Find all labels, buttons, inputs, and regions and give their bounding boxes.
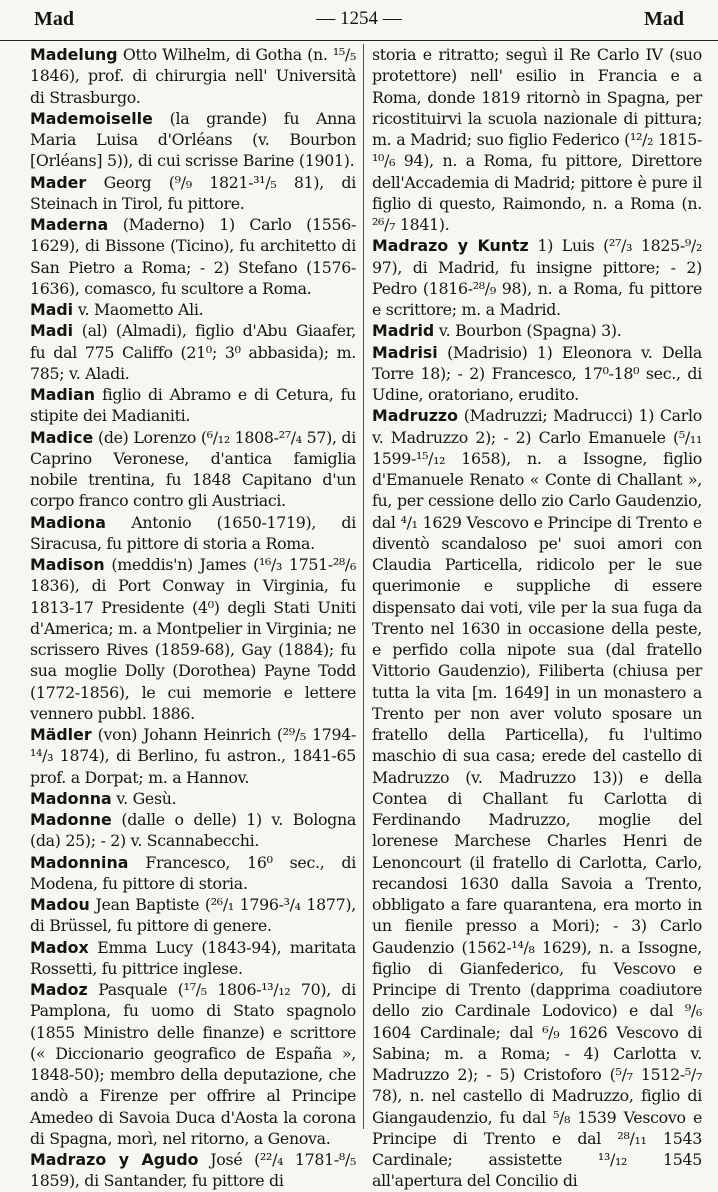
left-column [30,44,356,1192]
entry-headword: Maderna [30,215,109,234]
entry-headword: Madison [30,555,105,574]
entry-text: figlio di Abramo e di Cetura, fu stipite dei Madianiti. [30,385,356,426]
dictionary-entry [30,809,356,852]
entry-headword: Mader [30,172,87,192]
entry-headword: Madice [30,427,94,447]
header-right-keyword: Mad [644,8,684,30]
dictionary-entry [30,979,356,1149]
entry-text: v. Maometto Ali. [73,300,204,319]
entry-headword: Madoz [30,980,88,999]
page-header [0,0,718,41]
entry-text: (Madrisio) 1) Eleonora v. Della Torre 18); - 2) Francesco, 17⁰-18⁰ sec., di Udine, oratoriano, erudito. [372,342,702,404]
right-column [372,44,702,1192]
dictionary-entry [30,512,356,555]
dictionary-entry [372,235,702,320]
entry-text: Antonio (1650-1719), di Siracusa, fu pittore di storia a Roma. [30,512,356,553]
entry-text: (von) Johann Heinrich (²⁹/₅ 1794-¹⁴/₃ 1874), di Berlino, fu astron., 1841-65 prof. a Dorpat; m. a Hannov. [30,725,356,787]
continuation-text: storia e ritratto; seguì il Re Carlo IV (suo protettore) nell' esilio in Francia e a Roma, donde 1819 ritornò in Spagna, per ricostituirvi la scuola nazionale di pittura; m. a Madrid; suo figlio Federico (¹²/₂ 1815-¹⁰/₆ 94), n. a Roma, fu pittore, Direttore dell'Accademia di Madrid; pittore è pure il figlio di questo, Raimondo, n. a Roma (n. ²⁶/₇ 1841). [372,45,702,234]
dictionary-entry [30,937,356,980]
entry-headword: Mademoiselle [30,108,153,128]
dictionary-entry [30,172,356,215]
dictionary-entry [30,788,356,809]
dictionary-entry [30,427,356,512]
entry-text: (Madruzzi; Madrucci) 1) Carlo v. Madruzzo 2); - 2) Carlo Emanuele (⁵/₁₁ 1599-¹⁵/₁₂ 1658), n. a Issogne, figlio d'Emanuele Renato « Conte di Challant », fu, per cessione dello zio Carlo Gaudenzio, dal ⁴/₁ 1629 Vescovo e Principe di Trento e diventò scandaloso pe' suoi amori con Claudia Particella, ridicolo per le sue querimonie e suppliche di essere dispensato dai voti, vile per la sua fuga da Trento nel 1630 in occasione della peste, e perfido colla nipote sua (dal fratello Vittorio Gaudenzio), Filiberta (chiusa per tutta la vita [m. 1649] in un monastero a Trento per non aver voluto sposare un fratello della Particella), fu l'ultimo maschio di sua casa; erede del castello di Madruzzo (v. Madruzzo 13)) e della Contea di Challant fu Carlotta di Ferdinando Madruzzo, moglie del lorenese Marchese Charles Henri de Lenoncourt (il fratello di Carlotta, Carlo, recandosi 1630 dalla Savoia a Trento, obbligato a fare quarantena, era morto in un fienile presso a Mori); - 3) Carlo Gaudenzio (1562-¹⁴/₈ 1629), n. a Issogne, figlio di Gianfederico, fu Vescovo e Principe di Trento (dapprima coadiutore dello zio Cardinale Lodovico) e dal ⁹/₆ 1604 Cardinale; dal ⁶/₉ 1626 Vescovo di Sabina; m. a Roma; - 4) Carlotta v. Madruzzo 2); - 5) Cristoforo (⁵/₇ 1512-⁵/₇ 78), n. nel castello di Madruzzo, figlio di Giangaudenzio, fu dal ⁵/₈ 1539 Vescovo e Principe di Trento e dal ²⁸/₁₁ 1543 Cardinale; assistette ¹³/₁₂ 1545 all'apertura del Concilio di [372,406,702,1191]
entry-headword: Madrazo y Agudo [30,1150,199,1169]
column-divider [363,44,364,1129]
entry-headword: Madonne [30,810,112,829]
entry-text: Pasquale (¹⁷/₅ 1806-¹³/₁₂ 70), di Pamplona, fu uomo di Stato spagnolo (1855 Ministro delle finanze) e scrittore (« Diccionario geografico de España », 1848-50); membro della deputazione, che andò a Firenze per offrire al Principe Amedeo di Savoia Duca d'Aosta la corona di Spagna, morì, nel ritorno, a Genova. [30,980,356,1148]
entry-text: Georg (⁹/₉ 1821-³¹/₅ 81), di Steinach in Tirol, fu pittore. [30,172,356,213]
dictionary-entry [30,894,356,937]
dictionary-entry [372,320,702,341]
entry-text: (Maderno) 1) Carlo (1556-1629), di Bissone (Ticino), fu architetto di San Pietro a Roma; - 2) Stefano (1576-1636), comasco, fu scultore a Roma. [30,215,356,298]
entry-text: (la grande) fu Anna Maria Luisa d'Orléans (v. Bourbon [Orléans] 5)), di cui scrisse Barine (1901). [30,108,356,171]
dictionary-entry [30,554,356,724]
dictionary-entry [30,384,356,427]
page-number: — 1254 — [316,8,402,29]
dictionary-entry [372,405,702,1191]
dictionary-entry [30,108,356,172]
dictionary-entry [372,342,702,406]
entry-headword: Madox [30,937,89,957]
dictionary-entry [30,44,356,108]
entry-headword: Madian [30,385,96,404]
entry-text: Otto Wilhelm, di Gotha (n. ¹⁵/₅ 1846), prof. di chirurgia nell' Università di Strasburgo. [30,45,356,107]
entry-text: Jean Baptiste (²⁶/₁ 1796-³/₄ 1877), di Brüssel, fu pittore di genere. [30,895,356,936]
entry-headword: Madi [30,321,74,341]
entry-text: v. Bourbon (Spagna) 3). [434,321,622,341]
entry-headword: Madonnina [30,852,129,872]
entry-text: Emma Lucy (1843-94), maritata Rossetti, fu pittrice inglese. [30,937,356,978]
dictionary-entry [30,214,356,299]
header-left-keyword: Mad [34,8,74,30]
entry-headword: Madelung [30,45,118,64]
entry-headword: Madi [30,300,74,319]
entry-text: 1) Luis (²⁷/₃ 1825-⁹/₂ 97), di Madrid, fu insigne pittore; - 2) Pedro (1816-²⁸/₉ 98), n. a Roma, fu pittore e scrittore; m. a Madrid. [372,236,703,319]
entry-text: v. Gesù. [111,788,177,808]
entry-text: (dalle o delle) 1) v. Bologna (da) 25); - 2) v. Scannabecchi. [30,810,356,851]
dictionary-entry [30,724,356,788]
entry-headword: Madrazo y Kuntz [372,236,529,256]
dictionary-entry [30,852,356,895]
entry-headword: Madou [30,895,90,914]
dictionary-entry [30,1149,356,1192]
entry-headword: Madruzzo [372,406,458,426]
entry-text: (meddis'n) James (¹⁶/₃ 1751-²⁸/₆ 1836), di Port Conway in Virginia, fu 1813-17 Presidente (4⁰) degli Stati Uniti d'America; m. a Montpelier in Virginia; ne scrissero Rives (1859-68), Gay (1884); fu sua moglie Dolly (Dorothea) Payne Todd (1772-1856), le cui memorie e lettere vennero pubbl. 1886. [30,555,356,723]
entry-text: (de) Lorenzo (⁶/₁₂ 1808-²⁷/₄ 57), di Caprino Veronese, d'antica famiglia nobile trentina, fu 1848 Capitano d'un corpo franco contro gli Austriaci. [30,427,356,511]
entry-text: Francesco, 16⁰ sec., di Modena, fu pittore di storia. [30,852,356,893]
dictionary-entry [30,299,356,320]
entry-headword: Madonna [30,788,112,808]
entry-headword: Madiona [30,512,106,532]
entry-headword: Madrisi [372,342,438,362]
entry-headword: Mädler [30,725,92,744]
dictionary-entry [30,320,356,384]
entry-text: José (²²/₄ 1781-⁸/₅ 1859), di Santander, fu pittore di [30,1150,357,1191]
entry-text: (al) (Almadi), figlio d'Abu Giaafer, fu dal 775 Califfo (21⁰; 3⁰ abbasida); m. 785; v. Aladi. [30,321,356,383]
entry-headword: Madrid [372,321,435,341]
